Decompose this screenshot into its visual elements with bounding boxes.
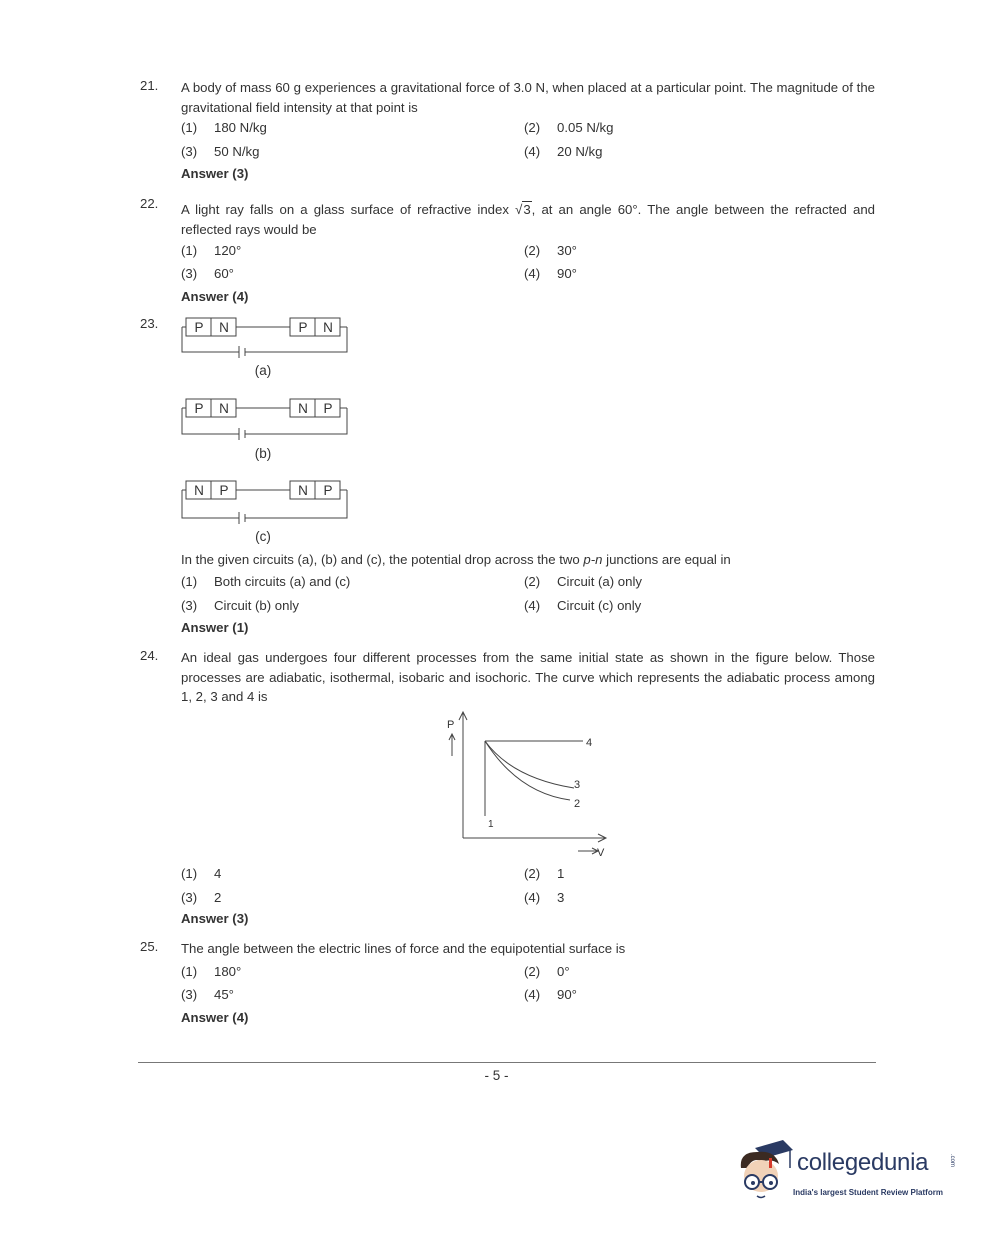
circuit-c-right-1: N bbox=[298, 483, 308, 498]
sqrt-symbol: √3 bbox=[515, 202, 531, 217]
curve-3-isothermal bbox=[485, 741, 574, 788]
curve-label-4: 4 bbox=[586, 737, 593, 749]
circuit-b-label: (b) bbox=[254, 446, 272, 461]
option-4: (4) 3 bbox=[524, 890, 565, 905]
circuit-b-left-1: P bbox=[194, 401, 204, 416]
option-1: (1) 120° bbox=[181, 243, 242, 258]
option-1: (1) 180 N/kg bbox=[181, 120, 267, 135]
option-1: (1) 4 bbox=[181, 866, 222, 881]
option-3: (3) 60° bbox=[181, 266, 234, 281]
option-2: (2) 0.05 N/kg bbox=[524, 120, 614, 135]
option-1: (1) Both circuits (a) and (c) bbox=[181, 573, 351, 589]
curve-label-1: 1 bbox=[488, 819, 494, 830]
question-number: 24. bbox=[140, 648, 159, 663]
option-3: (3) 50 N/kg bbox=[181, 144, 260, 159]
option-3: (3) 2 bbox=[181, 890, 222, 905]
pv-graph bbox=[440, 708, 620, 863]
answer: Answer (4) bbox=[181, 289, 249, 304]
option-2: (2) Circuit (a) only bbox=[524, 573, 643, 589]
circuit-b-right-2: P bbox=[323, 401, 333, 416]
curve-label-2: 2 bbox=[574, 798, 581, 810]
circuit-c bbox=[182, 481, 347, 524]
option-1: (1) 180° bbox=[181, 963, 242, 979]
option-4: (4) 90° bbox=[524, 986, 577, 1002]
option-3: (3) Circuit (b) only bbox=[181, 597, 300, 613]
circuit-a-left-p: P bbox=[194, 320, 204, 335]
question-text: A light ray falls on a glass surface of refractive index √3, at an angle 60°. The angle between the refracted and reflected rays would be bbox=[181, 202, 875, 237]
circuit-c-left-1: N bbox=[194, 483, 204, 498]
question-number: 22. bbox=[140, 196, 159, 211]
options bbox=[181, 959, 875, 1007]
question-number: 21. bbox=[140, 78, 159, 93]
question-23-text bbox=[140, 550, 875, 635]
option-2: (2) 0° bbox=[524, 963, 570, 979]
options bbox=[181, 239, 875, 287]
option-2: (2) 1 bbox=[524, 866, 565, 881]
question-21 bbox=[140, 78, 875, 181]
option-4: (4) Circuit (c) only bbox=[524, 597, 642, 613]
circuit-c-label: (c) bbox=[255, 529, 271, 544]
mascot-icon bbox=[735, 1138, 795, 1206]
curve-label-3: 3 bbox=[574, 779, 581, 791]
options bbox=[181, 117, 875, 165]
answer: Answer (1) bbox=[181, 620, 249, 635]
circuit-a-left-n: N bbox=[219, 320, 229, 335]
brand-name: collegedunia bbox=[797, 1149, 929, 1176]
circuit-b bbox=[182, 399, 347, 440]
question-text: A body of mass 60 g experiences a gravitational force of 3.0 N, when placed at a particular point. The magnitude of the gravitational field intensity at that point is bbox=[181, 80, 875, 115]
circuit-a-label: (a) bbox=[254, 363, 272, 378]
option-4: (4) 90° bbox=[524, 266, 577, 281]
option-4: (4) 20 N/kg bbox=[524, 144, 603, 159]
option-3: (3) 45° bbox=[181, 986, 234, 1002]
circuit-b-right-1: N bbox=[298, 401, 308, 416]
options bbox=[181, 864, 875, 912]
question-text: An ideal gas undergoes four different processes from the same initial state as shown in the figure below. Those processes are adiabatic, isothermal, isobaric and isochoric. The curve which represents the adiabatic process among 1, 2, 3 and 4 is bbox=[181, 650, 875, 704]
question-text: In the given circuits (a), (b) and (c), the potential drop across the two p-n junctions are equal in bbox=[181, 552, 731, 567]
answer: Answer (4) bbox=[181, 1010, 249, 1025]
circuit-c-left-2: P bbox=[219, 483, 229, 498]
answer: Answer (3) bbox=[181, 911, 249, 926]
option-2: (2) 30° bbox=[524, 243, 577, 258]
brand-domain: .com bbox=[949, 1154, 955, 1168]
circuit-a-right-2: N bbox=[323, 320, 333, 335]
question-24-options bbox=[140, 864, 875, 926]
circuit-a-right-1: P bbox=[298, 320, 308, 335]
footer-divider bbox=[138, 1062, 876, 1063]
question-22 bbox=[140, 196, 875, 304]
question-25 bbox=[140, 939, 875, 1025]
curve-2-adiabatic bbox=[485, 741, 570, 800]
options bbox=[181, 570, 875, 618]
circuit-diagrams bbox=[175, 310, 365, 550]
answer: Answer (3) bbox=[181, 166, 249, 181]
y-axis-label: P bbox=[447, 719, 455, 731]
question-24 bbox=[140, 648, 875, 707]
question-text: The angle between the electric lines of force and the equipotential surface is bbox=[181, 941, 626, 956]
question-number: 25. bbox=[140, 939, 159, 954]
brand-tagline: India's largest Student Review Platform bbox=[793, 1188, 943, 1197]
question-number: 23. bbox=[140, 316, 159, 331]
x-axis-label: V bbox=[597, 847, 605, 859]
circuit-c-right-2: P bbox=[323, 483, 333, 498]
collegedunia-logo[interactable] bbox=[735, 1138, 965, 1208]
circuit-b-left-2: N bbox=[219, 401, 229, 416]
page-number: - 5 - bbox=[484, 1068, 509, 1083]
